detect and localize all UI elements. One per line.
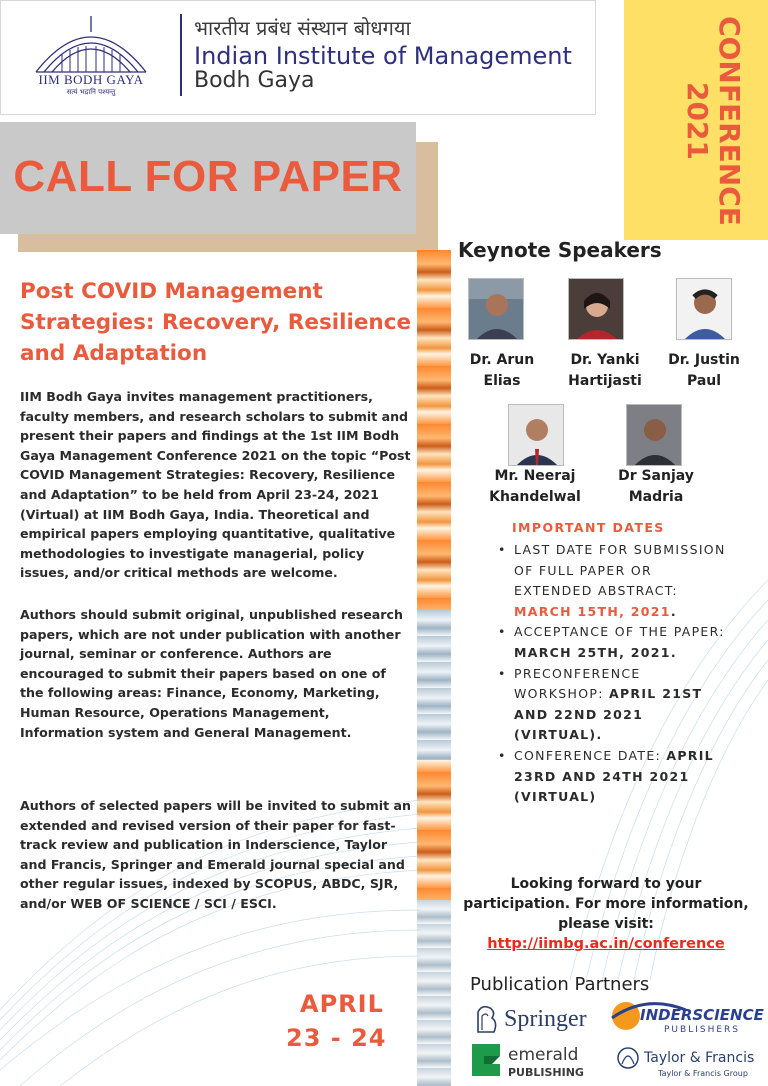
speaker-photo-neeraj-khandelwal [508, 404, 564, 466]
taylor-francis-subtitle: Taylor & Francis Group [658, 1069, 748, 1078]
conference-line-3: 2021 [681, 82, 714, 160]
speaker-photo-sanjay-madria [626, 404, 682, 466]
emerald-subtitle: PUBLISHING [508, 1066, 584, 1079]
intro-paragraph: IIM Bodh Gaya invites management practitioners, faculty members, and research scholars to submit and present their papers and findings at the 1st IIM Bodh Gaya Management Conference 2021 on the topic “Post COVID Management Strategies: Recovery, Resilience and Adaptation” to be held from April 23-24, 2021 (Virtual) at IIM Bodh Gaya, India. Theoretical and empirical papers employing quantitative, qualitative methodologies to investigate managerial, policy issues, and/or critical methods are welcome. [20, 389, 411, 581]
decorative-strip-cool-bottom [417, 900, 451, 1086]
speaker-name-neeraj-khandelwal: Mr. Neeraj Khandelwal [489, 468, 581, 505]
event-days: 23 - 24 [286, 1024, 387, 1052]
speaker-name-sanjay-madria: Dr Sanjay Madria [618, 468, 694, 505]
submission-paragraph: Authors should submit original, unpublished research papers, which are not under publication with another journal, seminar or conference. Authors are encouraged to submit their papers based on one of the following areas: Finance, Economy, Marketing, Human Resource, Operations Management, Information system and General Management. [20, 607, 403, 740]
speaker-photo-justin-paul [676, 278, 732, 340]
important-dates-list [498, 540, 734, 808]
publication-paragraph: Authors of selected papers will be invited to submit an extended and revised version of their paper for fast-track review and publication in Inderscience, Taylor and Francis, Springer and Emerald journal special and other regular issues, indexed by SCOPUS, ABDC, SJR, and/or WEB OF SCIENCE / SCI / ESCI. [20, 798, 411, 911]
date-item-conference: • CONFERENCE DATE: APRIL 23RD AND 24TH 2021 (VIRTUAL) [498, 746, 734, 808]
topic-title: Post COVID Management Strategies: Recovery, Resilience and Adaptation [20, 279, 412, 366]
conference-line-2: CONFERENCE [713, 16, 746, 226]
conference-banner-text [636, 6, 746, 236]
institute-name: Indian Institute of Management [194, 42, 572, 70]
taylor-francis-logo [616, 1040, 766, 1084]
inderscience-logo [606, 998, 764, 1038]
emerald-wordmark: emerald [508, 1045, 579, 1065]
institute-city: Bodh Gaya [194, 68, 315, 93]
call-for-paper-title: CALL FOR PAPER [13, 152, 403, 201]
date-item-preconference: • PRECONFERENCE WORKSHOP: APRIL 21ST AND 22ND 2021 (VIRTUAL). [498, 664, 734, 746]
speaker-photo-arun-elias [468, 278, 524, 340]
speaker-name-arun-elias: Dr. Arun Elias [469, 352, 535, 389]
speaker-name-justin-paul: Dr. Justin Paul [668, 352, 740, 389]
conference-link[interactable]: http://iimbg.ac.in/conference [487, 936, 725, 952]
contact-text: Looking forward to your participation. For more information, please visit: [463, 876, 749, 932]
decorative-strip-cool [417, 610, 451, 760]
speaker-photo-yanki-hartijasti [568, 278, 624, 340]
partners-title: Publication Partners [470, 974, 650, 995]
event-month: APRIL [300, 990, 384, 1018]
logo-text: IIM BODH GAYA [38, 72, 144, 87]
important-dates-heading: IMPORTANT DATES [512, 520, 665, 535]
institute-name-hindi: भारतीय प्रबंध संस्थान बोधगया [194, 16, 411, 40]
date-item-submission: • LAST DATE FOR SUBMISSION OF FULL PAPER OR EXTENDED ABSTRACT: MARCH 15TH, 2021. [498, 540, 734, 622]
inderscience-wordmark: INDERSCIENCE [640, 1006, 764, 1024]
date-item-acceptance: • ACCEPTANCE OF THE PAPER: MARCH 25TH, 2021. [498, 622, 734, 663]
header-divider [180, 14, 182, 96]
taylor-francis-wordmark: Taylor & Francis [644, 1050, 755, 1066]
inderscience-subtitle: PUBLISHERS [664, 1025, 740, 1035]
emerald-logo [470, 1038, 598, 1082]
speaker-name-yanki-hartijasti: Dr. Yanki Hartijasti [568, 352, 642, 389]
logo-tagline: सत्यं भद्रानि पश्यन्तु [66, 88, 116, 96]
keynote-title: Keynote Speakers [458, 238, 662, 262]
springer-wordmark: Springer [504, 1006, 587, 1032]
